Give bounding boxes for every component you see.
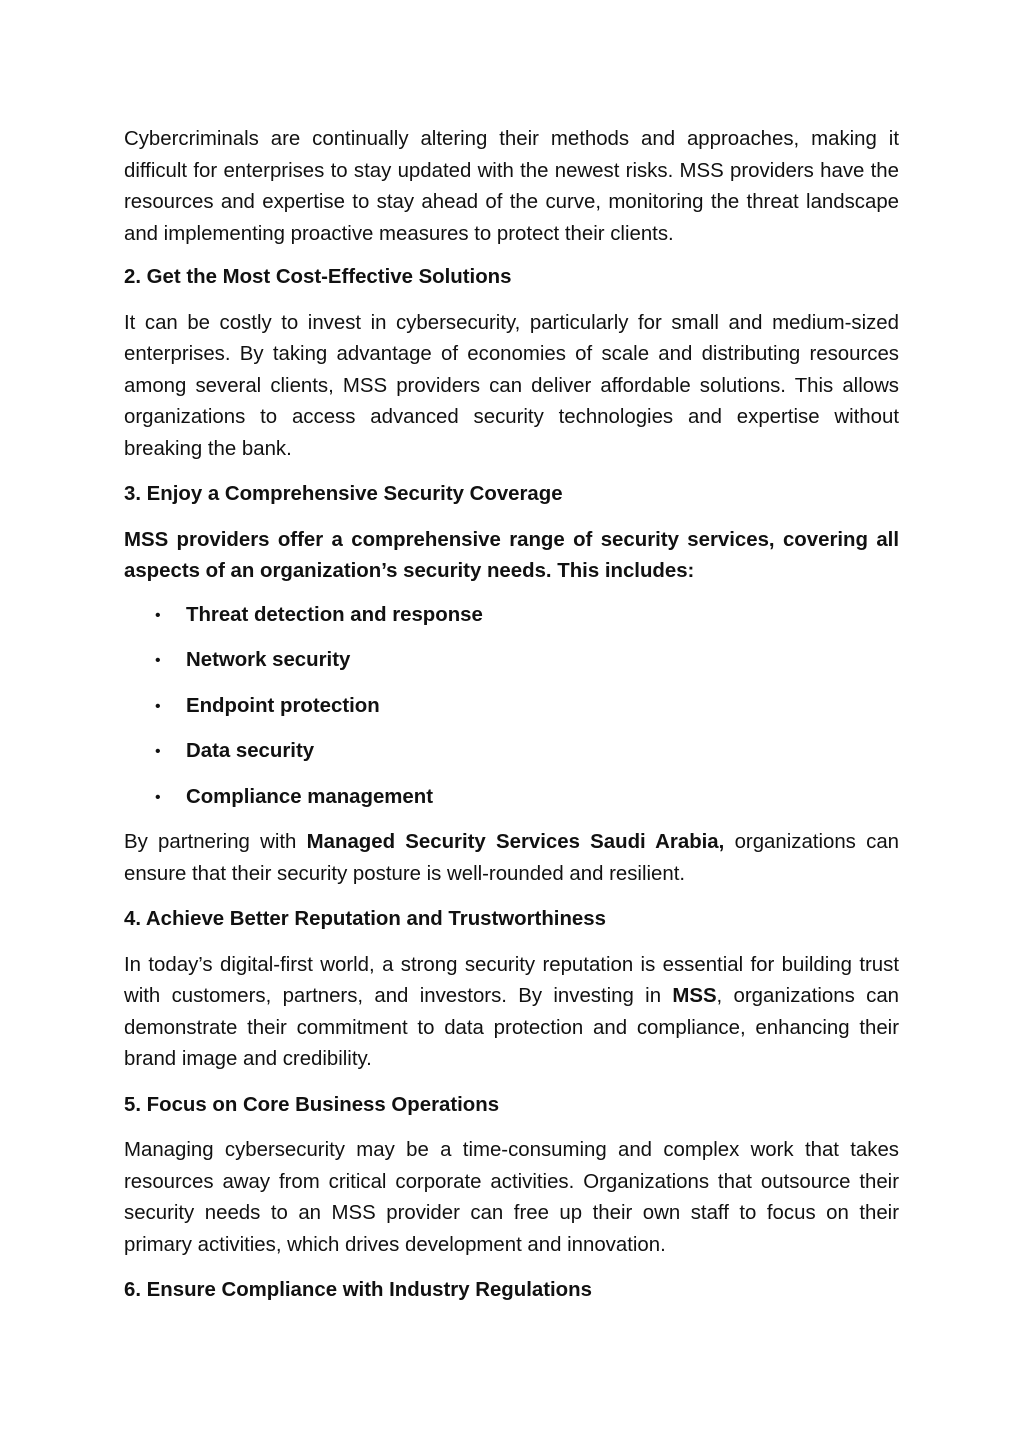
- list-item: [124, 782, 899, 814]
- bullet-icon: •: [155, 743, 161, 760]
- section-3-heading: 3. Enjoy a Comprehensive Security Coverage: [124, 483, 563, 505]
- list-item-text: Data security: [186, 740, 315, 762]
- bullet-icon: •: [155, 697, 161, 715]
- section-3-lead: MSS providers offer a comprehensive range of security services, covering all aspects of an organization’s security needs. This includes:: [124, 528, 899, 582]
- list-item: [124, 645, 899, 677]
- list-item: [124, 736, 899, 768]
- bullet-icon: •: [155, 606, 161, 624]
- list-item: [124, 600, 899, 632]
- document-page: [124, 124, 899, 1321]
- list-item: [124, 691, 899, 723]
- section-4-body: [124, 950, 899, 1076]
- section-4-text-post: , organizations can demonstrate their commitment to data protection and compliance, enhancing their brand image and credibility.: [124, 985, 899, 1070]
- bullet-icon: •: [155, 788, 161, 806]
- section-3-closing: [124, 827, 899, 890]
- closing-text-post: organizations can ensure that their security posture is well-rounded and resilient.: [124, 831, 900, 885]
- closing-text-pre: By partnering with: [124, 831, 307, 853]
- services-list: [124, 600, 899, 814]
- section-4-text-pre: In today’s digital-first world, a strong security reputation is essential for building trust with customers, partners, and investors. By investing in: [124, 953, 899, 1007]
- intro-paragraph: Cybercriminals are continually altering their methods and approaches, making it difficult for enterprises to stay updated with the newest risks. MSS providers have the resources and expertise to stay ahead of the curve, monitoring the threat landscape and implementing proactive measures to protect their clients.: [124, 128, 899, 245]
- list-item-text: Compliance management: [186, 785, 434, 808]
- list-item-text: Endpoint protection: [186, 694, 380, 717]
- section-5-heading: 5. Focus on Core Business Operations: [124, 1093, 500, 1116]
- section-4-heading: 4. Achieve Better Reputation and Trustworthiness: [124, 908, 606, 930]
- section-4-text-bold: MSS: [672, 985, 717, 1007]
- list-item-text: Network security: [186, 649, 351, 671]
- bullet-icon: •: [155, 652, 161, 669]
- closing-text-bold: Managed Security Services Saudi Arabia,: [306, 831, 725, 853]
- section-6-heading: 6. Ensure Compliance with Industry Regulations: [124, 1279, 592, 1301]
- list-item-text: Threat detection and response: [186, 603, 483, 626]
- section-2-heading: 2. Get the Most Cost-Effective Solutions: [124, 266, 512, 288]
- section-2-body: It can be costly to invest in cybersecurity, particularly for small and medium-sized enterprises. By taking advantage of economies of scale and distributing resources among several clients, MSS providers can deliver affordable solutions. This allows organizations to access advanced security technologies and expertise without breaking the bank.: [124, 311, 899, 460]
- section-5-body: Managing cybersecurity may be a time-consuming and complex work that takes resources away from critical corporate activities. Organizations that outsource their security needs to an MSS provider can free up their own staff to focus on their primary activities, which drives development and innovation.: [124, 1139, 899, 1256]
